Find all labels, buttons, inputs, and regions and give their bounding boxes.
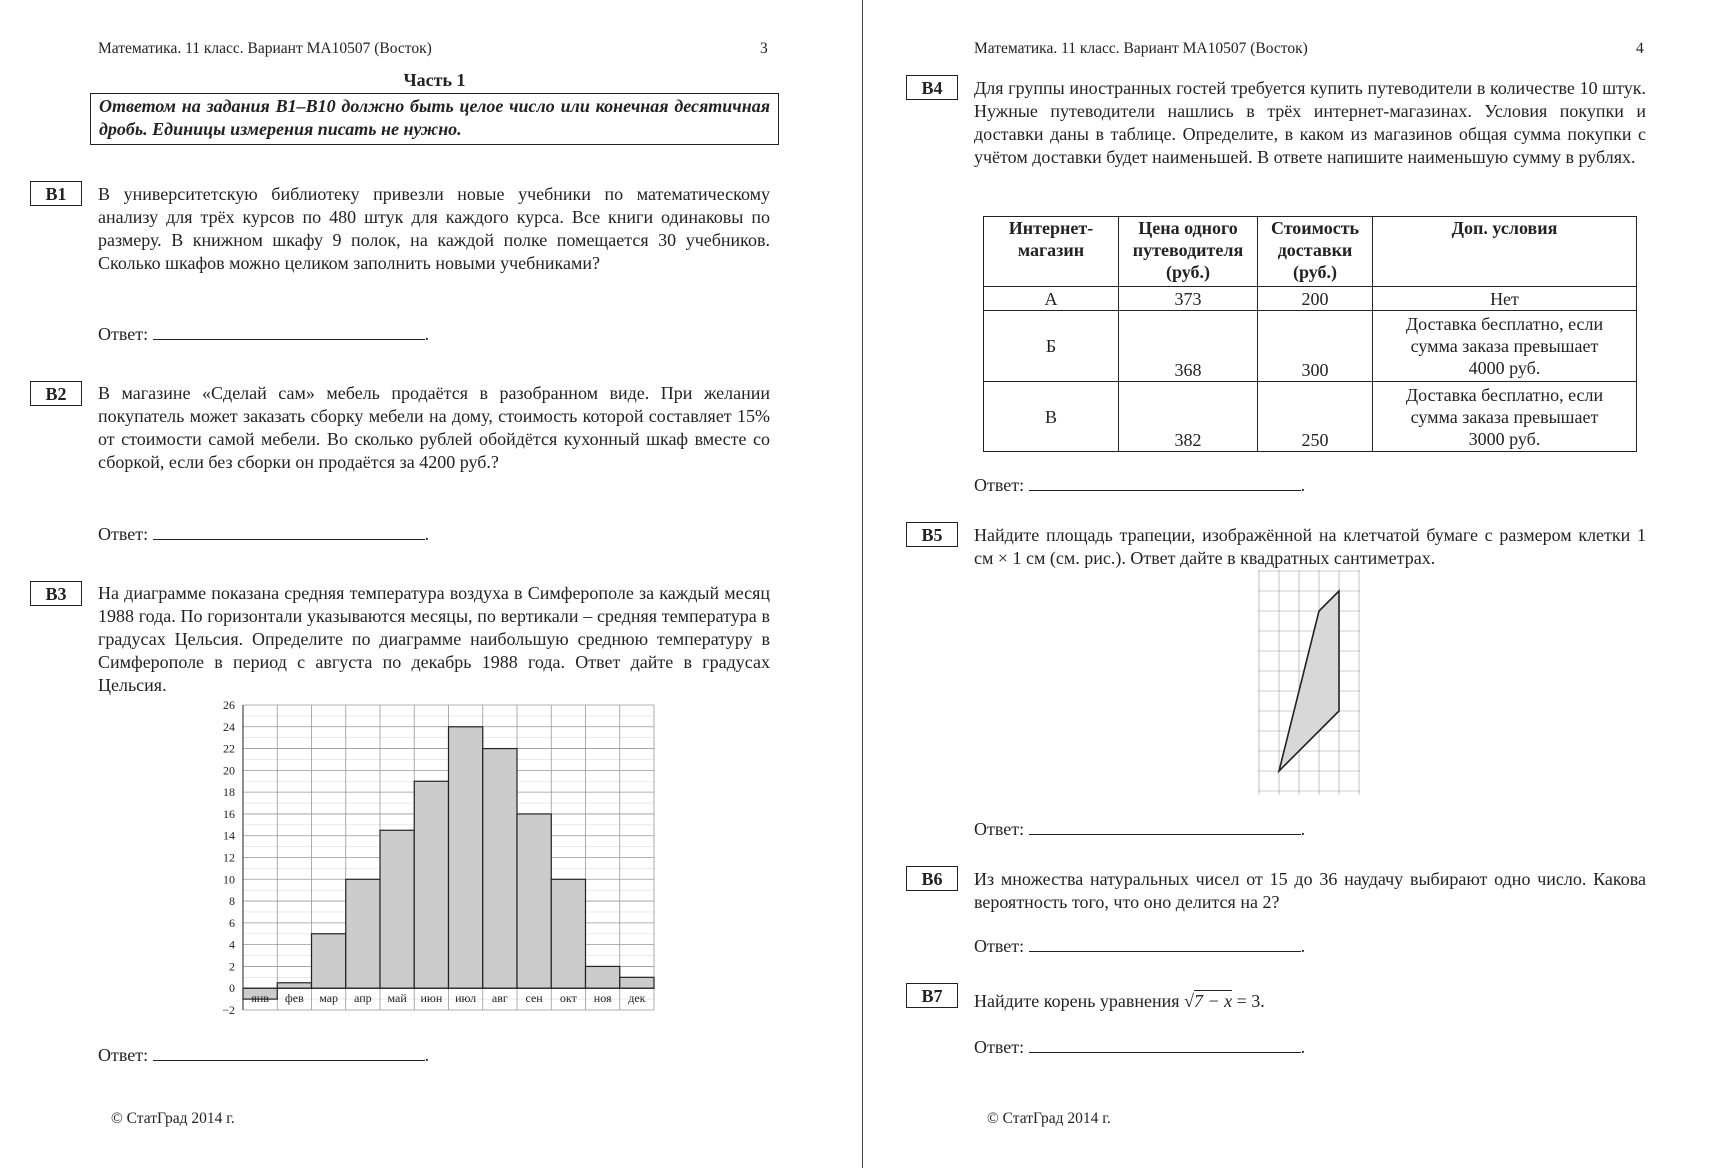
y-tick-label: 16 bbox=[223, 806, 235, 821]
answer-field[interactable]: Ответ: . bbox=[98, 524, 430, 544]
column-header: Стоимость доставки (руб.) bbox=[1258, 217, 1373, 287]
x-tick-label: сен bbox=[525, 991, 543, 1006]
y-tick-label: 8 bbox=[229, 894, 235, 909]
bar-авг bbox=[483, 749, 517, 989]
task-text bbox=[974, 990, 1646, 1013]
cell: 373 bbox=[1119, 287, 1258, 311]
bar-май bbox=[380, 830, 414, 988]
page-number: 4 bbox=[1636, 40, 1644, 57]
sqrt-sign: √ bbox=[1184, 991, 1194, 1011]
task-text: В магазине «Сделай сам» мебель продаётся в разобранном виде. При желании покупатель может заказать сборку мебели на дому, стоимость которой составляет 15% от стоимости самой мебели. Во сколько рублей обойдётся кухонный шкаф вместе со сборкой, если без сборки он продаётся за 4200 руб.? bbox=[98, 383, 770, 472]
column-header: Интернет-магазин bbox=[984, 217, 1119, 287]
table-row bbox=[984, 311, 1637, 382]
column-header: Цена одного путеводителя (руб.) bbox=[1119, 217, 1258, 287]
task-text: Найдите площадь трапеции, изображённой на клетчатой бумаге с размером клетки 1 см × 1 см (см. рис.). Ответ дайте в квадратных сантиметрах. bbox=[974, 525, 1646, 568]
answer-field[interactable]: Ответ: . bbox=[98, 1045, 430, 1065]
y-tick-label: −2 bbox=[222, 1003, 235, 1017]
cell: В bbox=[984, 382, 1119, 452]
y-tick-label: 6 bbox=[229, 915, 235, 930]
task-text: Для группы иностранных гостей требуется купить путеводители в количестве 10 штук. Нужные путеводители нашлись в трёх интернет-магазинах. Условия покупки и доставки даны в таблице. Определите, в каком из магазинов общая сумма покупки с учётом доставки будет наименьшей. В ответе напишите наименьшую сумму в рублях. bbox=[974, 78, 1646, 167]
bar-сен bbox=[517, 814, 551, 988]
x-tick-label: дек bbox=[628, 991, 646, 1006]
answer-label: Ответ: bbox=[974, 936, 1025, 956]
answer-field[interactable]: Ответ: . bbox=[974, 475, 1306, 495]
cell: Нет bbox=[1373, 287, 1637, 311]
cell: Доставка бесплатно, если сумма заказа превышает 4000 руб. bbox=[1373, 311, 1637, 382]
answer-label: Ответ: bbox=[98, 524, 149, 544]
x-tick-label: окт bbox=[559, 991, 577, 1006]
task-label: B4 bbox=[906, 75, 958, 100]
answer-label: Ответ: bbox=[974, 1037, 1025, 1057]
bar-дек bbox=[620, 977, 654, 988]
y-tick-label: 20 bbox=[223, 763, 235, 778]
trapezoid-grid-figure bbox=[1258, 570, 1362, 795]
task-text-part: Найдите корень уравнения bbox=[974, 991, 1180, 1011]
task-label: B1 bbox=[30, 181, 82, 206]
cell: Доставка бесплатно, если сумма заказа превышает 3000 руб. bbox=[1373, 382, 1637, 452]
bar-июн bbox=[414, 781, 448, 988]
bar-фев bbox=[277, 983, 311, 988]
answer-field[interactable]: Ответ: . bbox=[98, 324, 430, 344]
cell: 368 bbox=[1119, 311, 1258, 382]
x-tick-label: янв bbox=[251, 991, 269, 1006]
answer-field[interactable]: Ответ: . bbox=[974, 1037, 1306, 1057]
column-header: Доп. условия bbox=[1373, 217, 1637, 287]
y-tick-label: 22 bbox=[223, 741, 235, 756]
task-label: B7 bbox=[906, 983, 958, 1008]
x-tick-label: апр bbox=[354, 991, 372, 1006]
y-tick-label: 2 bbox=[229, 959, 235, 974]
answer-label: Ответ: bbox=[974, 819, 1025, 839]
instruction-box: Ответом на задания B1–B10 должно быть целое число или конечная десятичная дробь. Единицы измерения писать не нужно. bbox=[90, 93, 779, 145]
y-tick-label: 12 bbox=[223, 850, 235, 865]
bar-мар bbox=[312, 934, 346, 988]
y-tick-label: 14 bbox=[223, 828, 235, 843]
page-header: Математика. 11 класс. Вариант МА10507 (Восток) bbox=[974, 40, 1308, 57]
temperature-bar-chart bbox=[200, 695, 670, 1020]
equation: 7 − x bbox=[1193, 991, 1233, 1011]
equation-rhs: = 3. bbox=[1232, 991, 1265, 1011]
table-row bbox=[984, 382, 1637, 452]
cell: 200 bbox=[1258, 287, 1373, 311]
cell: А bbox=[984, 287, 1119, 311]
part-title: Часть 1 bbox=[403, 70, 466, 90]
bar-окт bbox=[551, 879, 585, 988]
x-tick-label: мар bbox=[319, 991, 339, 1006]
answer-field[interactable]: Ответ: . bbox=[974, 819, 1306, 839]
y-tick-label: 26 bbox=[223, 698, 235, 712]
bar-апр bbox=[346, 879, 380, 988]
answer-label: Ответ: bbox=[98, 324, 149, 344]
x-tick-label: май bbox=[387, 991, 407, 1006]
trapezoid bbox=[1279, 591, 1339, 771]
cell: Б bbox=[984, 311, 1119, 382]
y-tick-label: 18 bbox=[223, 785, 235, 800]
task-text: В университетскую библиотеку привезли новые учебники по математическому анализу для трёх курсов по 480 штук для каждого курса. Все книги одинаковы по размеру. В книжном шкафу 9 полок, на каждой полке помещается 30 учебников. Сколько шкафов можно целиком заполнить новыми учебниками? bbox=[98, 184, 770, 273]
y-tick-label: 10 bbox=[223, 872, 235, 887]
cell: 300 bbox=[1258, 311, 1373, 382]
page-header: Математика. 11 класс. Вариант МА10507 (Восток) bbox=[98, 40, 432, 57]
x-tick-label: авг bbox=[491, 991, 508, 1006]
y-tick-label: 0 bbox=[229, 981, 235, 996]
task-text: На диаграмме показана средняя температура воздуха в Симферополе за каждый месяц 1988 года. По горизонтали указываются месяцы, по вертикали – средняя температура в градусах Цельсия. Определите по диаграмме наибольшую среднюю температуру в Симферополе в период с августа по декабрь 1988 года. Ответ дайте в градусах Цельсия. bbox=[98, 583, 770, 695]
bar-июл bbox=[449, 727, 483, 988]
page-footer: © СтатГрад 2014 г. bbox=[987, 1110, 1111, 1127]
task-label: B6 bbox=[906, 866, 958, 891]
x-tick-label: июл bbox=[455, 991, 477, 1006]
stores-table bbox=[983, 216, 1637, 452]
cell: 382 bbox=[1119, 382, 1258, 452]
x-tick-label: ноя bbox=[593, 991, 612, 1006]
y-tick-label: 4 bbox=[229, 937, 235, 952]
task-label: B2 bbox=[30, 381, 82, 406]
cell: 250 bbox=[1258, 382, 1373, 452]
answer-field[interactable]: Ответ: . bbox=[974, 936, 1306, 956]
task-label: B5 bbox=[906, 522, 958, 547]
y-tick-label: 24 bbox=[223, 719, 235, 734]
x-tick-label: июн bbox=[420, 991, 443, 1006]
task-text: Из множества натуральных чисел от 15 до 36 наудачу выбирают одно число. Какова вероятность того, что оно делится на 2? bbox=[974, 869, 1646, 912]
page-number: 3 bbox=[760, 40, 768, 57]
bar-ноя bbox=[586, 966, 620, 988]
answer-label: Ответ: bbox=[98, 1045, 149, 1065]
x-tick-label: фев bbox=[284, 991, 304, 1006]
task-label: B3 bbox=[30, 581, 82, 606]
page-footer: © СтатГрад 2014 г. bbox=[111, 1110, 235, 1127]
answer-label: Ответ: bbox=[974, 475, 1025, 495]
page-divider bbox=[862, 0, 863, 1168]
table-row bbox=[984, 287, 1637, 311]
